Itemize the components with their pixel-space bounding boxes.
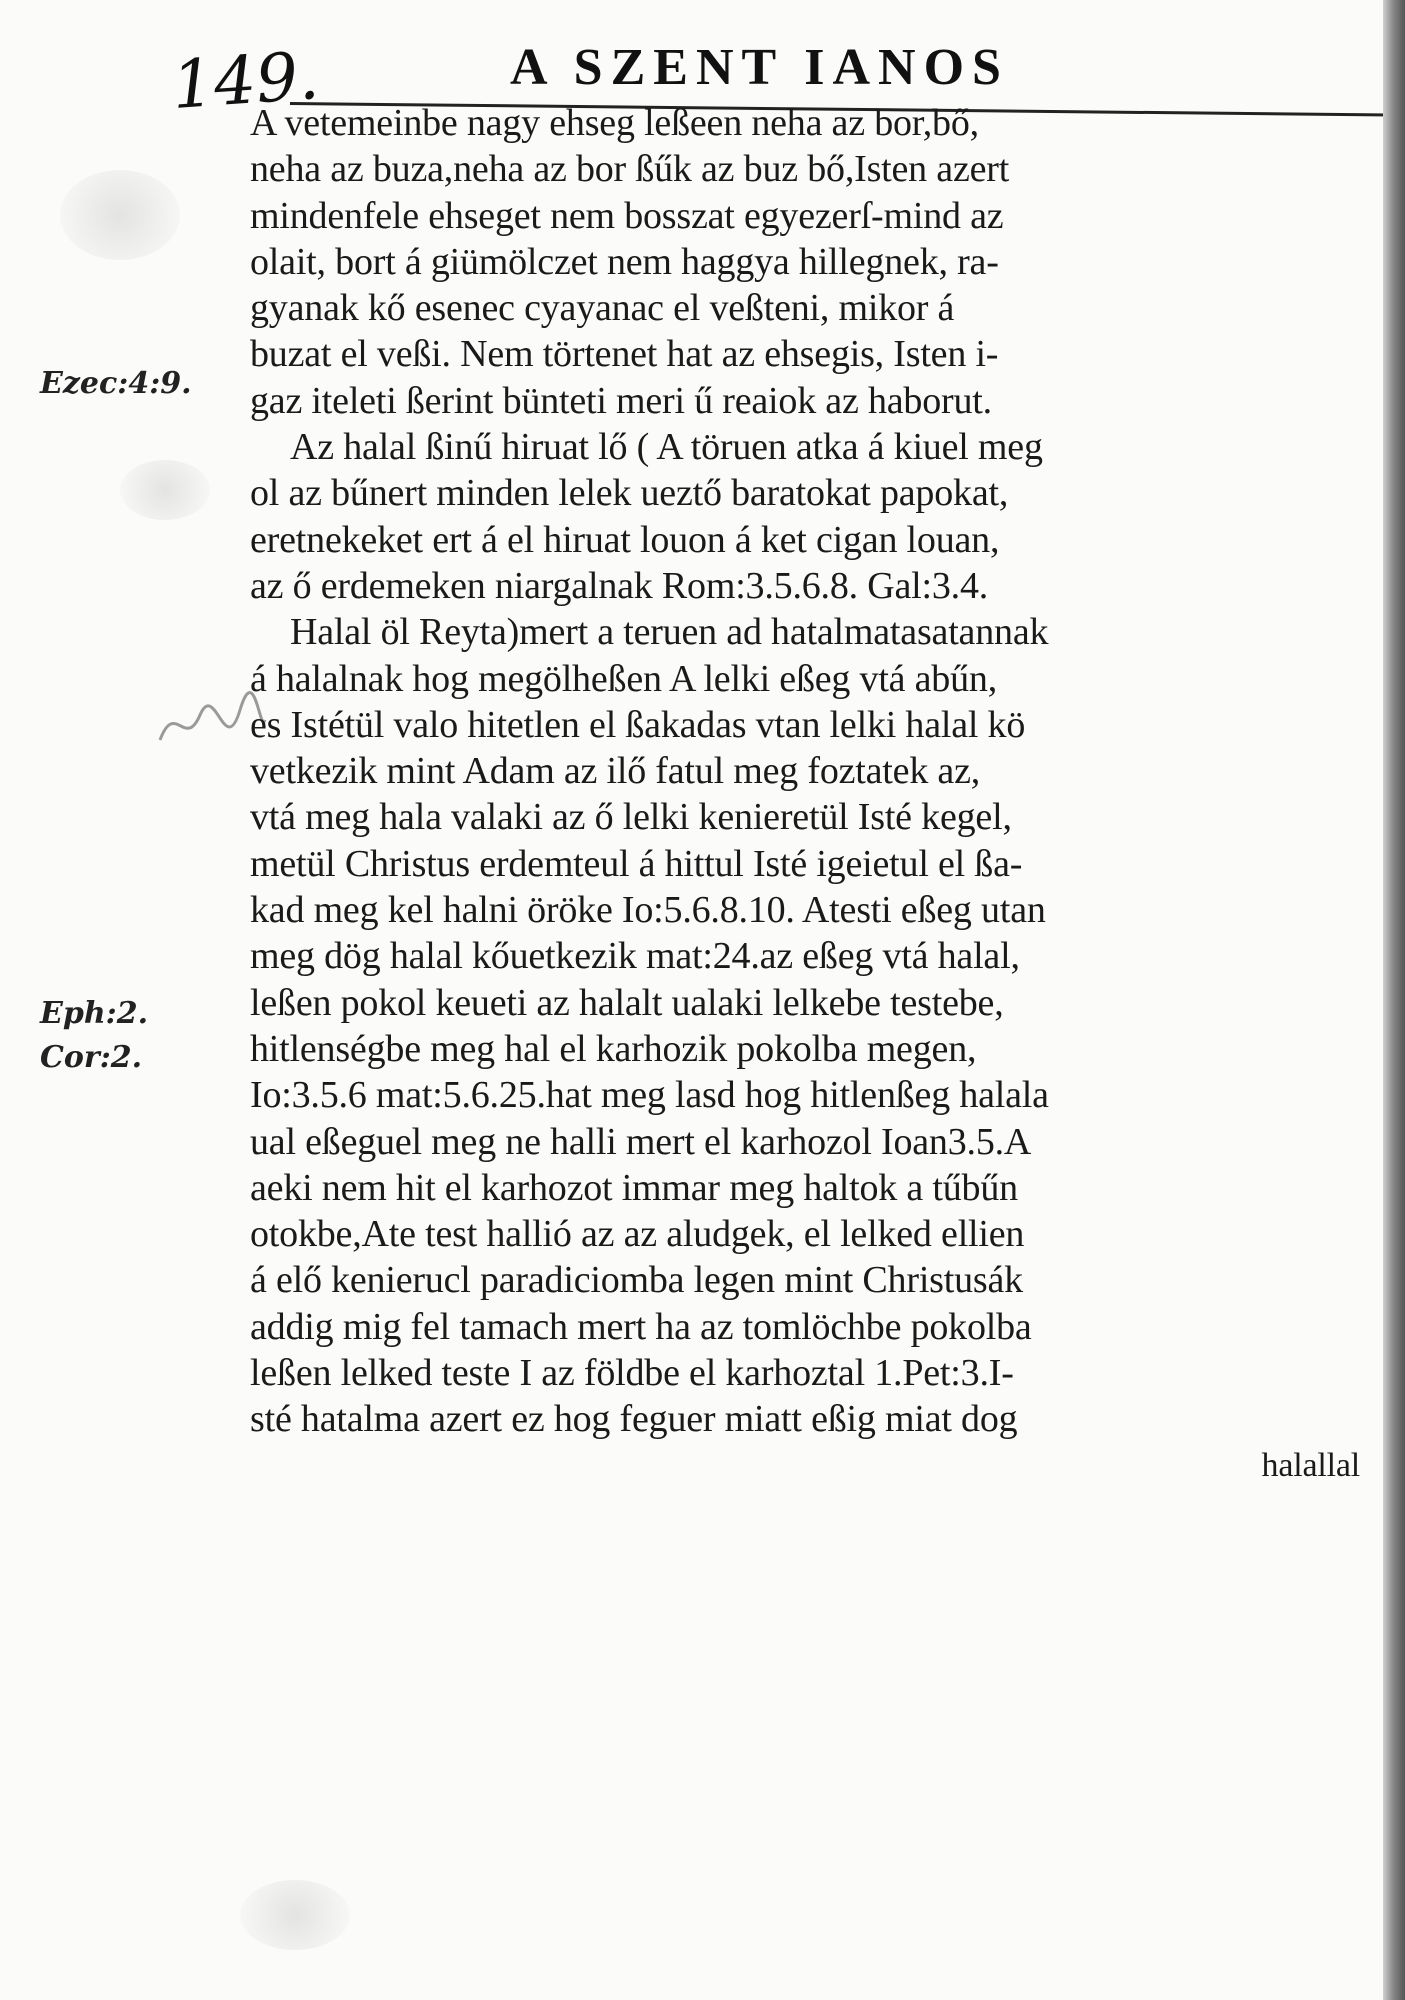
text-line: Halal öl Reyta)mert a teruen ad hatalmatasatannak xyxy=(290,611,1049,654)
text-line: otokbe,Ate test hallió az az aludgek, el lelked ellien xyxy=(250,1213,1025,1256)
text-line: sté hatalma azert ez hog feguer miatt eßig miat dog xyxy=(250,1398,1018,1441)
text-line: meg dög halal kőuetkezik mat:24.az eßeg vtá halal, xyxy=(250,935,1020,978)
text-line: gyanak kő esenec cyayanac el veßteni, mikor á xyxy=(250,287,955,330)
text-line: leßen pokol keueti az halalt ualaki lelkebe testebe, xyxy=(250,981,1004,1024)
text-line: kad meg kel halni öröke Io:5.6.8.10. Atesti eßeg utan xyxy=(250,889,1046,932)
text-line: Io:3.5.6 mat:5.6.25.hat meg lasd hog hitlenßeg halala xyxy=(250,1074,1049,1117)
margin-note: Eph:2. xyxy=(40,996,149,1031)
running-title: A SZENT IANOS xyxy=(510,39,1009,96)
text-line: vtá meg hala valaki az ő lelki kenieretül Isté kegel, xyxy=(250,796,1012,839)
text-line: eretnekeket ert á el hiruat louon á ket cigan louan, xyxy=(250,518,1000,561)
text-line: leßen lelked teste I az földbe el karhoztal 1.Pet:3.I- xyxy=(250,1352,1014,1395)
text-line: neha az buza,neha az bor ßűk az buz bő,Isten azert xyxy=(250,148,1010,191)
text-line: vetkezik mint Adam az ilő fatul meg foztatek az, xyxy=(250,750,981,793)
binding-edge xyxy=(1383,0,1405,2000)
text-line: es Istétül valo hitetlen el ßakadas vtan lelki halal kö xyxy=(250,703,1026,746)
margin-note: Ezec:4:9. xyxy=(40,366,192,401)
page-number: 149. xyxy=(169,36,322,125)
text-line: olait, bort á giümölczet nem haggya hillegnek, ra- xyxy=(250,240,999,283)
paper-stain xyxy=(240,1880,350,1950)
catchword: halallal xyxy=(1261,1446,1360,1484)
text-line: ual eßeguel meg ne halli mert el karhozol Ioan3.5.A xyxy=(250,1120,1032,1163)
text-line: A vetemeinbe nagy ehseg leßeen neha az bor,bő, xyxy=(250,102,979,144)
text-line: á halalnak hog megölheßen A lelki eßeg vtá abűn, xyxy=(250,657,998,700)
text-line: Az halal ßinű hiruat lő ( A töruen atka á kiuel meg xyxy=(290,426,1043,469)
body-text xyxy=(250,100,1370,1489)
text-line: az ő erdemeken niargalnak Rom:3.5.6.8. Gal:3.4. xyxy=(250,564,989,607)
text-line: addig mig fel tamach mert ha az tomlöchbe pokolba xyxy=(250,1305,1032,1348)
text-line: buzat el veßi. Nem törtenet hat az ehsegis, Isten i- xyxy=(250,333,999,376)
text-line: gaz iteleti ßerint bünteti meri ű reaiok az haborut. xyxy=(250,379,992,422)
text-line: metül Christus erdemteul á hittul Isté igeietul el ßa- xyxy=(250,842,1023,885)
text-line: ol az bűnert minden lelek ueztő baratokat papokat, xyxy=(250,472,1009,515)
text-line: hitlenségbe meg hal el karhozik pokolba megen, xyxy=(250,1027,977,1070)
text-line: mindenfele ehseget nem bosszat egyezerſ-mind az xyxy=(250,194,1004,237)
text-line: á elő kenierucl paradiciomba legen mint Christusák xyxy=(250,1259,1023,1302)
margin-note: Cor:2. xyxy=(40,1040,143,1075)
margin-notes xyxy=(40,0,240,2000)
text-line: aeki nem hit el karhozot immar meg haltok a tűbűn xyxy=(250,1166,1018,1209)
